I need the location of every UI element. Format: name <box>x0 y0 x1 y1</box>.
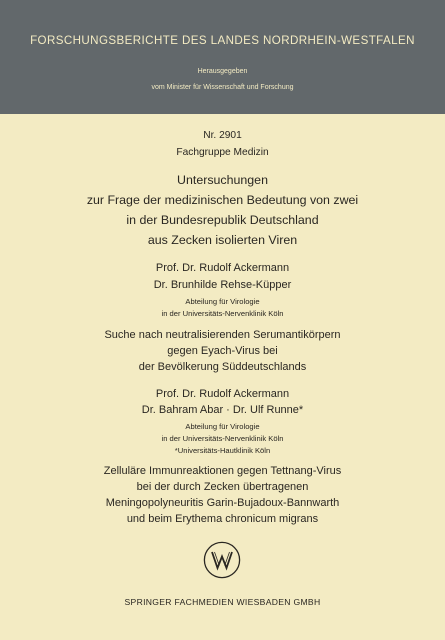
issue-number: Nr. 2901 <box>203 130 242 141</box>
work1-author: Dr. Brunhilde Rehse-Küpper <box>153 279 292 291</box>
work1-author: Prof. Dr. Rudolf Ackermann <box>155 262 290 274</box>
work3-title-line: bei der durch Zecken übertragenen <box>136 481 309 493</box>
publisher-name: vom Minister für Wissenschaft und Forschung <box>151 84 294 91</box>
work3-title-line: Meningopolyneuritis Garin-Bujadoux-Bannwarth <box>105 497 340 509</box>
work2-author: Dr. Bahram Abar · Dr. Ulf Runne* <box>141 404 304 416</box>
work1-title-line: in der Bundesrepublik Deutschland <box>126 213 319 227</box>
work2-affiliation: in der Universitäts-Nervenklinik Köln <box>161 434 284 443</box>
publisher-footer: SPRINGER FACHMEDIEN WIESBADEN GMBH <box>124 597 321 607</box>
work2-title-line: der Bevölkerung Süddeutschlands <box>138 361 307 373</box>
work1-affiliation: in der Universitäts-Nervenklinik Köln <box>161 309 284 318</box>
work1-title-line: zur Frage der medizinischen Bedeutung von zwei <box>86 193 359 207</box>
work1-affiliation: Abteilung für Virologie <box>185 297 260 306</box>
work1-title-line: aus Zecken isolierten Viren <box>147 233 298 247</box>
series-title: FORSCHUNGSBERICHTE DES LANDES NORDRHEIN-WESTFALEN <box>30 34 415 47</box>
work3-title-line: Zelluläre Immunreaktionen gegen Tettnang-Virus <box>103 465 342 477</box>
work1-title-line: Untersuchungen <box>177 173 268 187</box>
publisher-label: Herausgegeben <box>197 68 248 75</box>
subject-group: Fachgruppe Medizin <box>176 147 269 158</box>
springer-w-logo-icon <box>203 541 241 579</box>
series-banner <box>0 0 445 114</box>
work2-affiliation: Abteilung für Virologie <box>185 422 260 431</box>
work2-title-line: Suche nach neutralisierenden Serumantikörpern <box>104 329 341 341</box>
work3-title-line: und beim Erythema chronicum migrans <box>126 513 319 525</box>
work2-title-line: gegen Eyach-Virus bei <box>167 345 278 357</box>
work2-affiliation: *Universitäts-Hautklinik Köln <box>174 446 271 455</box>
work2-author: Prof. Dr. Rudolf Ackermann <box>155 388 290 400</box>
